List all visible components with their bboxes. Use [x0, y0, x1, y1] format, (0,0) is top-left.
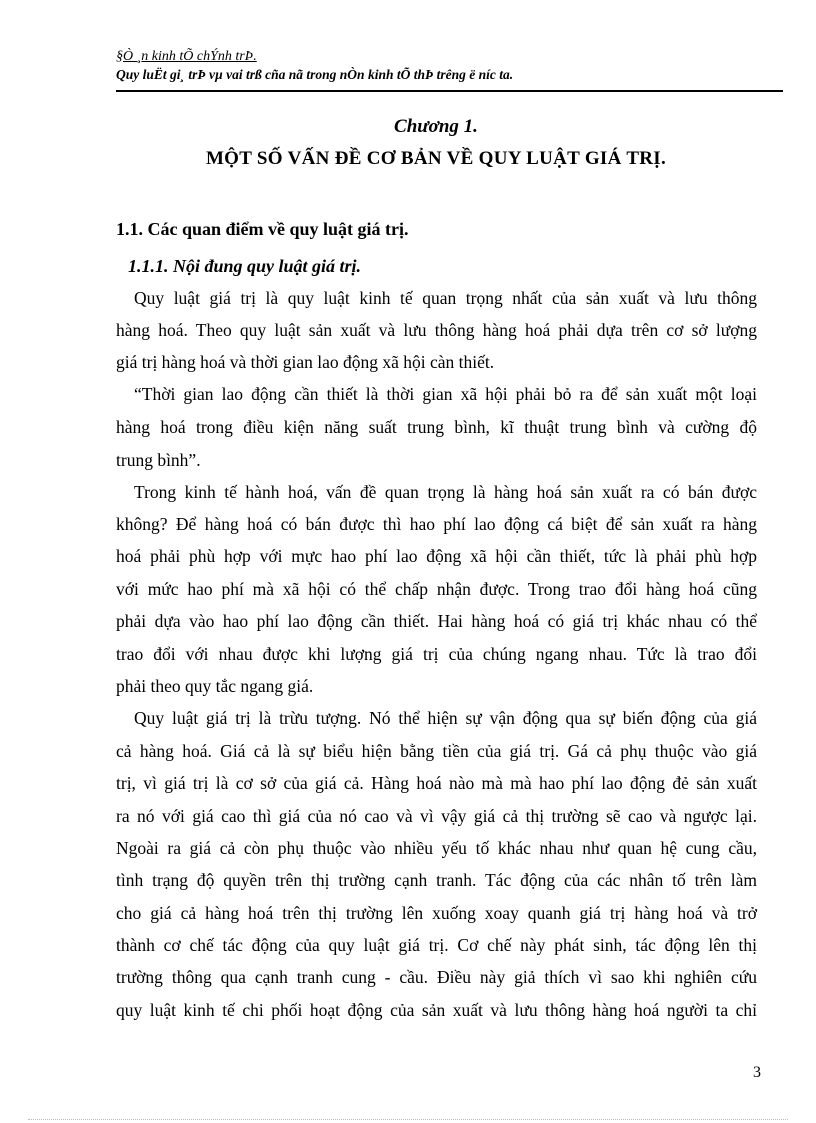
- body-line: ra nó với giá cao thì giá của nó cao và vì vậy giá cả thị trường sẽ cao và ngược lại.: [116, 806, 757, 826]
- body-line: tình trạng độ quyền trên thị trường cạnh tranh. Tác động của các nhân tố trên làm: [116, 870, 757, 890]
- body-line: cả hàng hoá. Giá cả là sự biểu hiện bằng tiền của giá trị. Gá cả phụ thuộc vào giá: [116, 741, 757, 761]
- page-bottom-border: [28, 1119, 788, 1120]
- body-line: quy luật kinh tế chi phối hoạt động của sản xuất và lưu thông hàng hoá người ta chỉ: [116, 1000, 757, 1020]
- body-line: thành cơ chế tác động của quy luật giá trị. Cơ chế này phát sinh, tác động lên thị: [116, 935, 757, 955]
- body-line: phải theo quy tắc ngang giá.: [116, 676, 314, 696]
- body-line: hàng hoá. Theo quy luật sản xuất và lưu thông hàng hoá phải dựa trên cơ sở lượng: [116, 320, 757, 340]
- body-line: phải dựa vào hao phí lao động cần thiết. Hai hàng hoá có giá trị khác nhau có thể: [116, 611, 757, 631]
- body-line: trao đổi với nhau được khi lượng giá trị của chúng ngang nhau. Tức là trao đổi: [116, 644, 757, 664]
- page-number: 3: [753, 1064, 761, 1081]
- section-heading: 1.1. Các quan điểm về quy luật giá trị.: [116, 219, 409, 239]
- subsection-heading: 1.1.1. Nội đung quy luật giá trị.: [128, 256, 362, 276]
- body-line: hàng hoá trong điều kiện năng suất trung bình, kĩ thuật trung bình và cường độ: [116, 417, 757, 437]
- body-line: Quy luật giá trị là trừu tượng. Nó thể hiện sự vận động qua sự biến động của giá: [134, 708, 757, 728]
- header-essay-title: Quy luËt gi¸ trÞ vµ vai trß cña nã trong nÒn kinh tÕ thÞ trêng ë níc ta.: [116, 67, 514, 82]
- header-rule: [116, 90, 783, 92]
- body-line: hoá phải phù hợp với mực hao phí lao động xã hội cần thiết, tức là phải phù hợp: [116, 546, 757, 566]
- body-line: “Thời gian lao động cần thiết là thời gian xã hội phải bỏ ra để sản xuất một loại: [134, 384, 757, 404]
- body-line: Trong kinh tế hành hoá, vấn đề quan trọng là hàng hoá sản xuất ra có bán được: [134, 482, 757, 502]
- chapter-title: MỘT SỐ VẤN ĐỀ CƠ BẢN VỀ QUY LUẬT GIÁ TRỊ.: [205, 148, 667, 169]
- body-line: trung bình”.: [116, 450, 201, 470]
- body-line: Ngoài ra giá cả còn phụ thuộc vào nhiều yếu tố khác nhau như quan hệ cung cầu,: [116, 838, 757, 858]
- chapter-number: Chương 1.: [394, 116, 478, 137]
- body-line: với mức hao phí mà xã hội có thể chấp nhận được. Trong trao đổi hàng hoá cũng: [116, 579, 757, 599]
- body-line: không? Để hàng hoá có bán được thì hao phí lao động cá biệt để sản xuất ra hàng: [116, 514, 757, 534]
- body-line: trường thông qua cạnh tranh cung - cầu. Điều này giả thích vì sao khi nghiên cứu: [116, 967, 757, 987]
- header-course-title: §Ò ¸n kinh tÕ chÝnh trÞ.: [116, 49, 257, 64]
- body-line: cho giá cả hàng hoá trên thị trường lên xuống xoay quanh giá trị hàng hoá và trở: [116, 903, 757, 923]
- body-line: Quy luật giá trị là quy luật kinh tế quan trọng nhất của sản xuất và lưu thông: [134, 288, 757, 308]
- body-line: giá trị hàng hoá và thời gian lao động xã hội càn thiết.: [116, 352, 495, 372]
- body-line: trị, vì giá trị là cơ sở của giá cả. Hàng hoá nào mà mà hao phí lao động đẻ sản xuất: [116, 773, 757, 793]
- running-header: [116, 48, 782, 84]
